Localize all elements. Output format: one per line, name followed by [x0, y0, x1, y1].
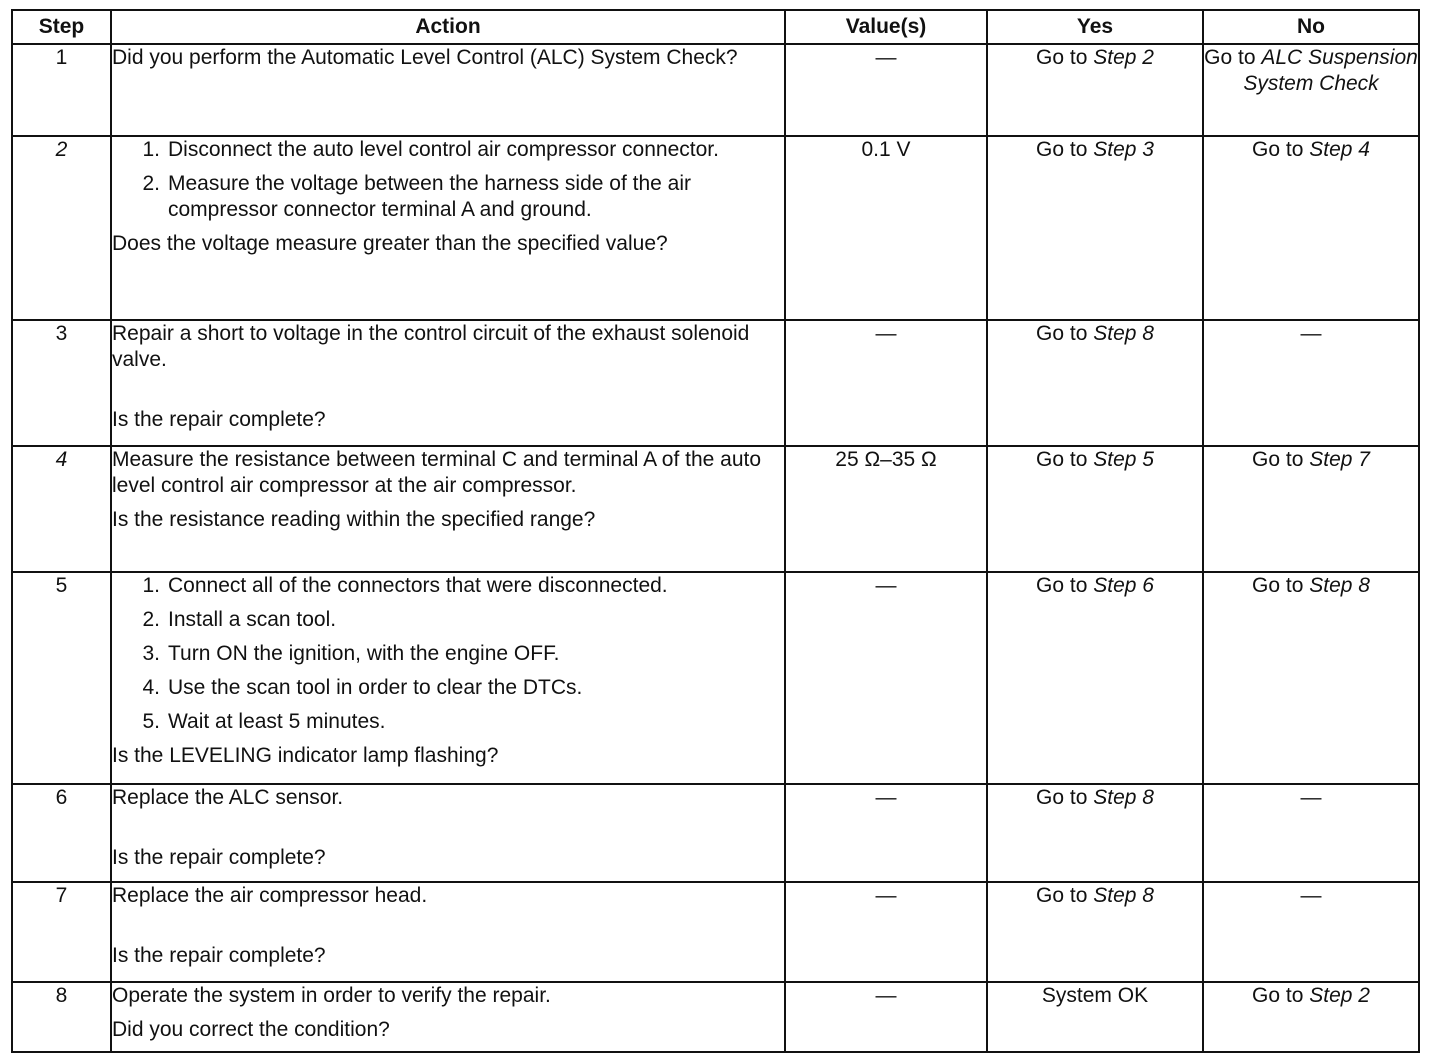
yes-goto[interactable]: Go to Step 6 [1036, 574, 1154, 597]
action-cell [111, 982, 785, 1052]
value-cell: — [785, 44, 987, 136]
substep: 5. Wait at least 5 minutes. [142, 710, 386, 733]
no-cell [1203, 572, 1419, 784]
yes-cell [987, 446, 1203, 572]
no-cell: — [1203, 784, 1419, 882]
step-number: 6 [12, 784, 111, 882]
step-number: 3 [12, 320, 111, 446]
step-number: 8 [12, 982, 111, 1052]
action-cell [111, 784, 785, 882]
yes-goto[interactable]: Go to Step 2 [1036, 46, 1154, 69]
yes-goto[interactable]: Go to Step 8 [1036, 884, 1154, 907]
no-cell [1203, 982, 1419, 1052]
step-number: 4 [12, 446, 111, 572]
header-action: Action [111, 10, 785, 44]
header-values: Value(s) [785, 10, 987, 44]
question-text: Is the LEVELING indicator lamp flashing? [112, 744, 499, 767]
value-cell: — [785, 320, 987, 446]
header-yes: Yes [987, 10, 1203, 44]
action-cell [111, 136, 785, 320]
question-text: Does the voltage measure greater than the specified value? [112, 232, 668, 255]
action-text: Replace the air compressor head. [112, 884, 428, 907]
no-goto[interactable]: Go to Step 7 [1252, 448, 1370, 471]
substep: 3. Turn ON the ignition, with the engine OFF. [142, 642, 560, 665]
no-cell: — [1203, 320, 1419, 446]
yes-cell [987, 320, 1203, 446]
value-cell: 25 Ω–35 Ω [785, 446, 987, 572]
no-goto[interactable]: Go to Step 2 [1252, 984, 1370, 1007]
question-text: Is the repair complete? [112, 944, 326, 967]
action-cell [111, 572, 785, 784]
value-cell: — [785, 784, 987, 882]
yes-goto[interactable]: Go to Step 8 [1036, 786, 1154, 809]
question-text: Is the resistance reading within the specified range? [112, 508, 596, 531]
action-cell [111, 44, 785, 136]
step-number: 5 [12, 572, 111, 784]
no-cell: — [1203, 882, 1419, 982]
substep: 1. Disconnect the auto level control air compressor connector. [142, 138, 719, 161]
yes-cell [987, 572, 1203, 784]
substep: 4. Use the scan tool in order to clear the DTCs. [142, 676, 583, 699]
step-number: 7 [12, 882, 111, 982]
no-goto[interactable]: Go to ALC Suspension System Check [1204, 46, 1418, 95]
no-cell [1203, 446, 1419, 572]
action-text: Operate the system in order to verify the repair. [112, 984, 551, 1007]
table-row [12, 982, 1419, 1052]
table-row [12, 882, 1419, 982]
action-text: Repair a short to voltage in the control circuit of the exhaust solenoid valve. [112, 322, 750, 371]
table-row [12, 136, 1419, 320]
question-text: Is the repair complete? [112, 408, 326, 431]
yes-cell [987, 882, 1203, 982]
yes-cell[interactable]: System OK [987, 982, 1203, 1052]
action-text: Did you perform the Automatic Level Control (ALC) System Check? [112, 46, 738, 69]
action-cell [111, 320, 785, 446]
header-no: No [1203, 10, 1419, 44]
table-row [12, 44, 1419, 136]
step-number: 1 [12, 44, 111, 136]
action-text: Replace the ALC sensor. [112, 786, 344, 809]
action-text: Measure the resistance between terminal C and terminal A of the auto level control air compressor at the air compressor. [112, 448, 762, 497]
value-cell: — [785, 882, 987, 982]
value-cell: 0.1 V [785, 136, 987, 320]
header-row [12, 10, 1419, 44]
yes-goto[interactable]: Go to Step 5 [1036, 448, 1154, 471]
no-goto[interactable]: Go to Step 8 [1252, 574, 1370, 597]
action-cell [111, 882, 785, 982]
diagnostic-table [11, 9, 1420, 1053]
table-row [12, 572, 1419, 784]
yes-cell [987, 784, 1203, 882]
yes-cell [987, 44, 1203, 136]
table-row [12, 784, 1419, 882]
table-row [12, 320, 1419, 446]
yes-cell [987, 136, 1203, 320]
substep: 1. Connect all of the connectors that were disconnected. [142, 574, 668, 597]
question-text: Did you correct the condition? [112, 1018, 390, 1041]
substep: 2. Install a scan tool. [142, 608, 337, 631]
no-cell [1203, 136, 1419, 320]
no-cell [1203, 44, 1419, 136]
no-goto[interactable]: Go to Step 4 [1252, 138, 1370, 161]
value-cell: — [785, 982, 987, 1052]
table-row [12, 446, 1419, 572]
value-cell: — [785, 572, 987, 784]
yes-goto[interactable]: Go to Step 3 [1036, 138, 1154, 161]
question-text: Is the repair complete? [112, 846, 326, 869]
action-cell [111, 446, 785, 572]
substep: 2. Measure the voltage between the harness side of the air compressor connector terminal A and ground. [142, 172, 691, 221]
header-step: Step [12, 10, 111, 44]
step-number: 2 [12, 136, 111, 320]
yes-goto[interactable]: Go to Step 8 [1036, 322, 1154, 345]
